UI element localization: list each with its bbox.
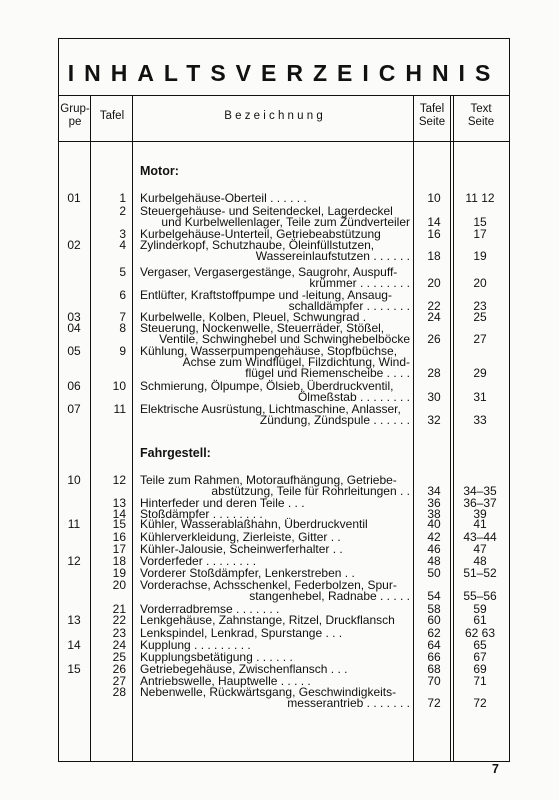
tafel-number: 13 [112, 496, 126, 510]
column-divider [413, 95, 414, 762]
tafel-page: 50 [427, 566, 441, 580]
text-page: 51–52 [463, 566, 497, 580]
entry-title: Nebenwelle, Rückwärtsgang, Geschwindigkeits- [140, 685, 397, 699]
text-page: 11 12 [465, 191, 495, 205]
text-page: 55–56 [463, 589, 497, 603]
tafel-number: 22 [112, 613, 126, 627]
entry-title: Schmierung, Ölpumpe, Ölsieb, Überdruckventil, [140, 379, 394, 393]
tafel-page: 72 [427, 696, 441, 710]
tafel-page: 22 [427, 299, 441, 313]
tafel-number: 1 [119, 191, 126, 205]
gruppe-number: 14 [67, 638, 81, 652]
tafel-number: 11 [113, 402, 126, 416]
tafel-number: 26 [112, 662, 126, 676]
tafel-number: 17 [112, 542, 126, 556]
gruppe-number: 10 [67, 473, 81, 487]
entry-title: Antriebswelle, Hauptwelle . . . . . [140, 674, 311, 688]
entry-title: Lenkgehäuse, Zahnstange, Ritzel, Druckflansch [140, 613, 395, 627]
tafel-number: 28 [112, 685, 126, 699]
text-page: 59 [473, 602, 487, 616]
text-page: 33 [473, 413, 487, 427]
entry-title-continued: Achse zum Windflügel, Filzdichtung, Wind- [182, 355, 410, 369]
tafel-number: 12 [112, 473, 126, 487]
entry-title: Vorderradbremse . . . . . . . [140, 602, 280, 616]
gruppe-number: 12 [67, 554, 81, 568]
text-page: 29 [473, 366, 487, 380]
text-page: 62 63 [464, 626, 496, 640]
text-page: 39 [473, 507, 487, 521]
entry-title-continued: abstützung, Teile für Rohrleitungen . . [211, 484, 410, 498]
header-text: Seite [467, 116, 495, 128]
text-page: 41 [473, 517, 487, 531]
text-page: 31 [473, 390, 487, 404]
text-page: 27 [473, 332, 487, 346]
text-page: 72 [473, 696, 487, 710]
header-text: Tafel [419, 103, 445, 115]
header-text-seite [454, 103, 508, 129]
entry-title: Kupplung . . . . . . . . . [140, 638, 251, 652]
tafel-number: 10 [112, 379, 126, 393]
section-heading-fahrgestell: Fahrgestell: [140, 446, 211, 460]
header-tafel: Tafel [99, 110, 125, 122]
entry-title-continued: schalldämpfer . . . . . . . [288, 299, 410, 313]
tafel-page: 64 [427, 638, 441, 652]
entry-title: Kühler-Jalousie, Scheinwerferhalter . . [140, 542, 343, 556]
text-page: 20 [473, 276, 487, 290]
tafel-page: 42 [427, 530, 441, 544]
entry-title-continued: Ventile, Schwinghebel und Schwinghebelböcke [159, 332, 410, 346]
text-page: 48 [473, 554, 487, 568]
tafel-page: 66 [427, 650, 441, 664]
text-page: 19 [473, 249, 487, 263]
tafel-page: 16 [427, 227, 441, 241]
text-page: 25 [473, 310, 487, 324]
gruppe-number: 11 [67, 517, 81, 531]
entry-title: Stoßdämpfer . . . . . . . . [140, 507, 263, 521]
tafel-number: 20 [112, 578, 126, 592]
tafel-number: 6 [119, 288, 126, 302]
header-bottom-rule [58, 141, 510, 142]
tafel-number: 27 [112, 674, 126, 688]
gruppe-number: 04 [67, 321, 81, 335]
entry-title-continued: Ölmeßstab . . . . . . . . [297, 390, 410, 404]
tafel-page: 14 [427, 215, 441, 229]
entry-title: Vergaser, Vergasergestänge, Saugrohr, Auspuff- [140, 265, 398, 279]
tafel-number: 2 [119, 204, 126, 218]
text-page: 34–35 [463, 484, 497, 498]
tafel-number: 8 [119, 321, 126, 335]
column-divider [132, 95, 133, 762]
entry-title: Vorderachse, Achsschenkel, Federbolzen, Spur- [140, 578, 397, 592]
tafel-page: 38 [427, 507, 441, 521]
gruppe-number: 06 [67, 379, 81, 393]
entry-title: Steuergehäuse- und Seitendeckel, Lagerdeckel [140, 204, 393, 218]
tafel-page: 34 [427, 484, 441, 498]
tafel-number: 7 [119, 310, 126, 324]
tafel-page: 46 [427, 542, 441, 556]
tafel-number: 18 [112, 554, 126, 568]
gruppe-number: 13 [67, 613, 81, 627]
tafel-page: 20 [427, 276, 441, 290]
tafel-page: 28 [427, 366, 441, 380]
tafel-number: 15 [112, 517, 126, 531]
tafel-page: 18 [427, 249, 441, 263]
column-divider [453, 95, 454, 762]
text-page: 47 [473, 542, 487, 556]
column-divider [450, 95, 451, 762]
text-page: 17 [473, 227, 487, 241]
header-tafel-seite [414, 103, 450, 129]
tafel-page: 36 [427, 496, 441, 510]
section-heading-motor: Motor: [140, 164, 179, 178]
entry-title: Vorderfeder . . . . . . . . [140, 554, 257, 568]
tafel-number: 5 [119, 265, 126, 279]
entry-title: Hinterfeder und deren Teile . . . [140, 496, 305, 510]
tafel-number: 24 [112, 638, 126, 652]
text-page: 61 [473, 613, 487, 627]
text-page: 23 [473, 299, 487, 313]
tafel-number: 3 [119, 227, 126, 241]
header-gruppe [60, 103, 90, 129]
header-bezeichnung: B e z e i c h n u n g [224, 110, 323, 122]
header-text: Text [470, 103, 492, 115]
text-page: 65 [473, 638, 487, 652]
gruppe-number: 01 [67, 191, 81, 205]
entry-title-continued: stangenhebel, Radnabe . . . . . [249, 589, 410, 603]
entry-title-continued: flügel und Riemenscheibe . . . . [245, 366, 410, 380]
tafel-number: 19 [112, 566, 126, 580]
entry-title-continued: und Kurbelwellenlager, Teile zum Zündverteiler [161, 215, 410, 229]
tafel-page: 30 [427, 390, 441, 404]
entry-title: Teile zum Rahmen, Motoraufhängung, Getriebe- [140, 473, 397, 487]
tafel-number: 16 [112, 530, 126, 544]
entry-title-continued: krümmer . . . . . . . . [309, 276, 410, 290]
tafel-page: 10 [427, 191, 441, 205]
tafel-page: 54 [427, 589, 441, 603]
entry-title: Getriebegehäuse, Zwischenflansch . . . [140, 662, 348, 676]
entry-title-continued: Wassereinlaufstutzen . . . . . . [255, 249, 410, 263]
tafel-number: 21 [112, 602, 126, 616]
header-text: Seite [418, 116, 446, 128]
entry-title: Kühler, Wasserablaßhahn, Überdruckventil [140, 517, 368, 531]
tafel-page: 68 [427, 662, 441, 676]
tafel-page: 24 [427, 310, 441, 324]
entry-title: Kurbelgehäuse-Oberteil . . . . . . [140, 191, 307, 205]
tafel-page: 26 [427, 332, 441, 346]
tafel-page: 60 [427, 613, 441, 627]
header-text: Grup- [60, 103, 90, 115]
gruppe-number: 03 [67, 310, 81, 324]
entry-title: Kühlerverkleidung, Zierleiste, Gitter . . [140, 530, 341, 544]
entry-title: Vorderer Stoßdämpfer, Lenkerstreben . . [140, 566, 355, 580]
entry-title: Entlüfter, Kraftstoffpumpe und -leitung, Ansaug- [140, 288, 392, 302]
entry-title-continued: messerantrieb . . . . . . . [287, 696, 410, 710]
text-page: 71 [473, 674, 487, 688]
tafel-page: 62 [427, 626, 441, 640]
text-page: 43–44 [463, 530, 497, 544]
header-text: pe [68, 116, 82, 128]
gruppe-number: 15 [67, 662, 81, 676]
entry-title: Kurbelwelle, Kolben, Pleuel, Schwungrad . [140, 310, 367, 324]
entry-title: Zylinderkopf, Schutzhaube, Öleinfüllstutzen, [140, 238, 375, 252]
tafel-number: 23 [112, 626, 126, 640]
tafel-page: 48 [427, 554, 441, 568]
column-divider [90, 95, 91, 762]
gruppe-number: 07 [67, 402, 81, 416]
entry-title-continued: Zündung, Zündspule . . . . . . [259, 413, 410, 427]
entry-title: Lenkspindel, Lenkrad, Spurstange . . . [140, 626, 343, 640]
gruppe-number: 02 [67, 238, 81, 252]
page-title: INHALTSVERZEICHNIS [67, 60, 501, 86]
entry-title: Elektrische Ausrüstung, Lichtmaschine, Anlasser, [140, 402, 401, 416]
tafel-number: 9 [119, 344, 126, 358]
gruppe-number: 05 [67, 344, 81, 358]
tafel-number: 25 [112, 650, 126, 664]
tafel-page: 70 [427, 674, 441, 688]
tafel-page: 32 [427, 413, 441, 427]
page-number: 7 [492, 762, 499, 776]
header-top-rule [58, 95, 510, 96]
tafel-number: 14 [112, 507, 126, 521]
tafel-page: 40 [427, 517, 441, 531]
text-page: 69 [473, 662, 487, 676]
tafel-page: 58 [427, 602, 441, 616]
entry-title: Kupplungsbetätigung . . . . . . [140, 650, 293, 664]
text-page: 36–37 [463, 496, 497, 510]
text-page: 67 [473, 650, 487, 664]
entry-title: Kühlung, Wasserpumpengehäuse, Stopfbüchse, [140, 344, 398, 358]
text-page: 15 [473, 215, 487, 229]
entry-title: Steuerung, Nockenwelle, Steuerräder, Stößel, [140, 321, 385, 335]
entry-title: Kurbelgehäuse-Unterteil, Getriebeabstützung [140, 227, 381, 241]
tafel-number: 4 [119, 238, 126, 252]
